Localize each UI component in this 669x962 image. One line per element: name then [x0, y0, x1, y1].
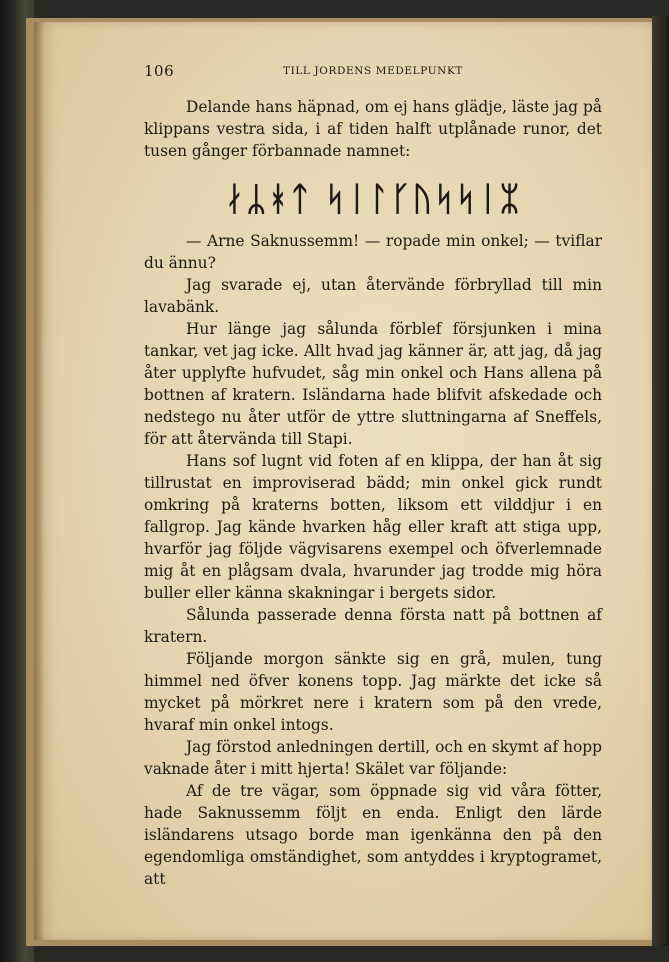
paragraph: Jag förstod anledningen dertill, och en skymt af hopp vaknade åter i mitt hjerta! Skälet var följande: [144, 738, 602, 778]
page-header [144, 62, 602, 84]
paragraph: Delande hans häpnad, om ej hans glädje, läste jag på klippans vestra sida, i af tiden halft utplånade runor, det tusen gånger förbannade namnet: [144, 98, 602, 160]
paragraph: Följande morgon sänkte sig en grå, mulen, tung himmel ned öfver konens topp. Jag märkte det icke så mycket på mörkret nere i kratern som på den vrede, hvaraf min onkel intogs. [144, 650, 602, 734]
paragraph: Hur länge jag sålunda förblef försjunken i mina tankar, vet jag icke. Allt hvad jag känner är, att jag, då jag åter upplyfte hufvudet, såg min onkel och Hans allena på bottnen af kratern. Isländarna hade blifvit afskedade och nedstego nu åter utför de yttre sluttningarna af Sneffels, för att återvända till Stapi. [144, 320, 602, 448]
page-text-block [144, 62, 602, 890]
paragraph: Sålunda passerade denna första natt på bottnen af kratern. [144, 606, 602, 646]
rune-inscription: ᛅᛦᚼᛏ ᛋᛁᛚᚴᚢᛋᛋᛁᛯ [224, 179, 522, 218]
right-page-edge [652, 16, 669, 946]
page-number: 106 [144, 62, 175, 80]
page-gutter-shadow [34, 22, 44, 940]
paragraph: Af de tre vägar, som öppnade sig vid våra fötter, hade Saknussemm följt en enda. Enligt den lärde isländarens utsago borde man igenkänna den på den egendomliga omständighet, som antyddes i kryptogramet, att [144, 782, 602, 888]
paragraph: — Arne Saknussemm! — ropade min onkel; — tviflar du ännu? [144, 232, 602, 272]
paragraph: Jag svarade ej, utan återvände förbryllad till min lavabänk. [144, 276, 602, 316]
paragraph: Hans sof lugnt vid foten af en klippa, der han åt sig tillrustat en improviserad bädd; min onkel gick rundt omkring på kraterns botten, liksom ett vilddjur i en fallgrop. Jag kände hvarken håg eller kraft att stiga upp, hvarför jag följde vägvisarens exempel och öfverlemnade mig åt en plågsam dvala, hvarunder jag trodde mig höra buller eller känna skakningar i bergets sidor. [144, 452, 602, 602]
running-head: TILL JORDENS MEDELPUNKT [283, 65, 463, 77]
body-text [144, 96, 602, 890]
